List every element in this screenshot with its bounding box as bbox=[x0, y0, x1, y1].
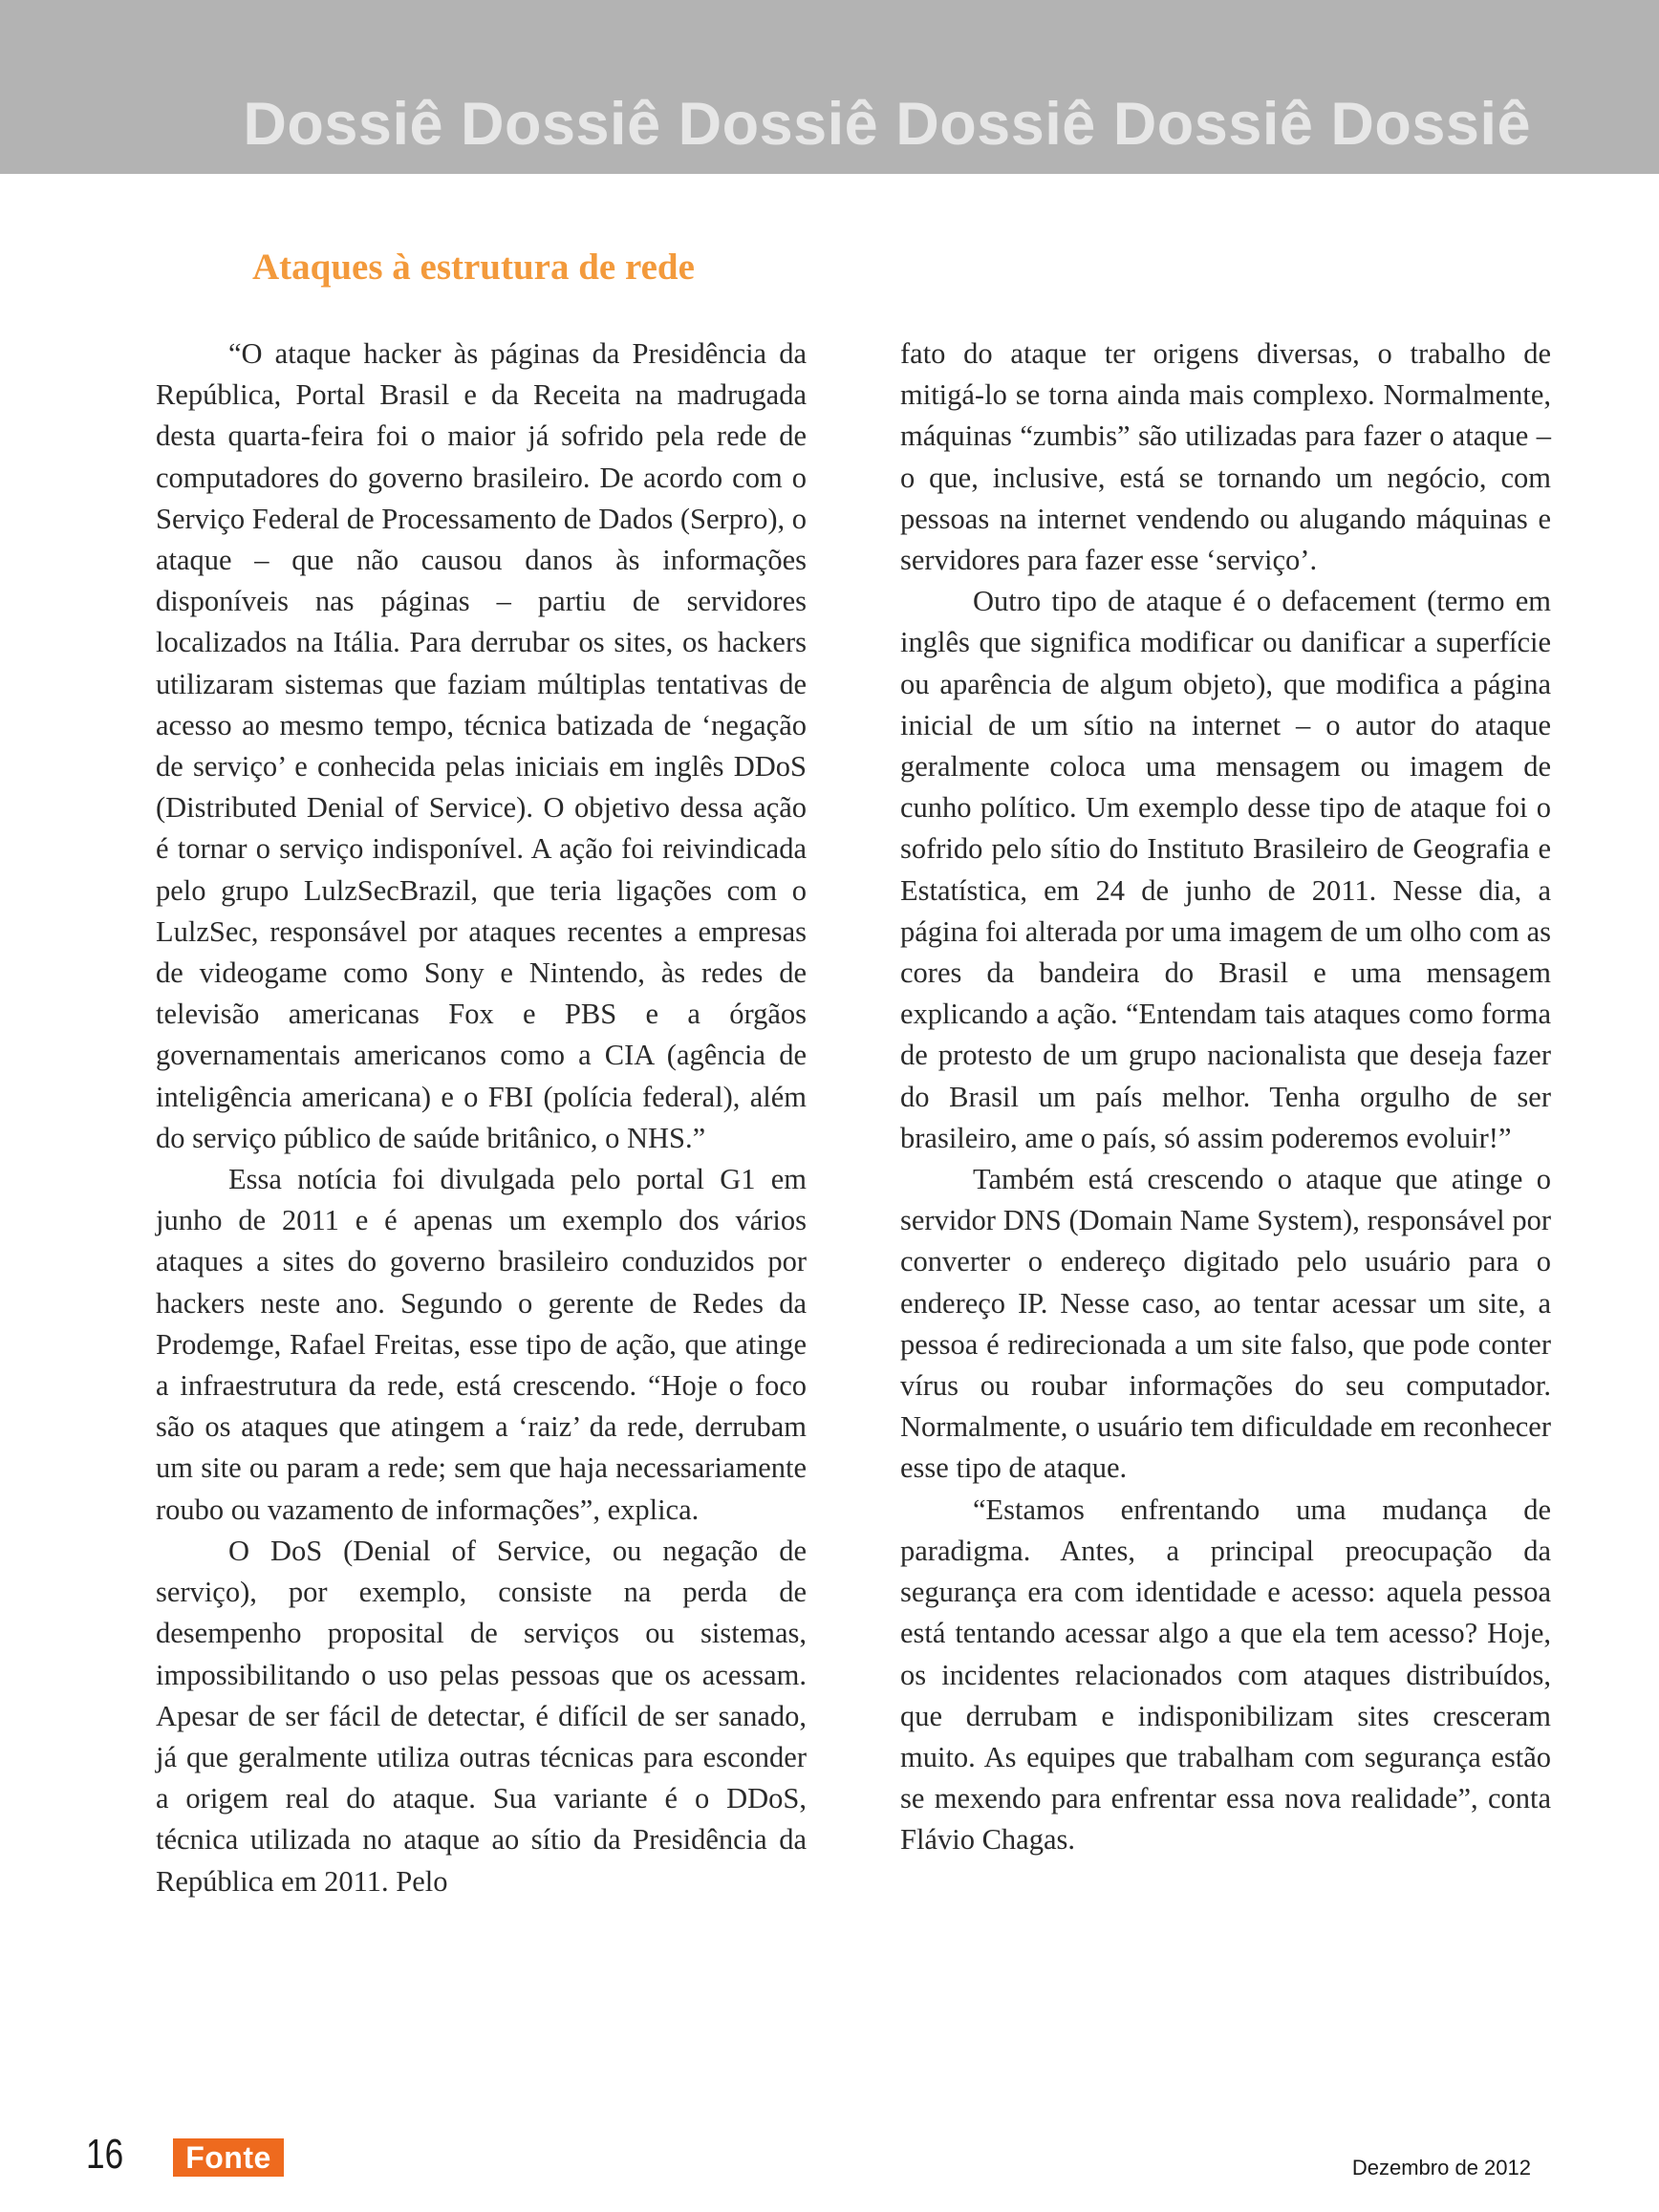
paragraph: O DoS (Denial of Service, ou negação de serviço), por exemplo, consiste na perda de desempenho proposital de serviços ou sistemas, impossibilitando o uso pelas pessoas que os acessam. Apesar de ser fácil de detectar, é difícil de ser sanado, já que geralmente utiliza outras técnicas para esconder a origem real do ataque. Sua variante é o DDoS, técnica utilizada no ataque ao sítio da Presidência da República em 2011. Pelo bbox=[156, 1534, 807, 1898]
logo-text: Fonte bbox=[185, 2140, 271, 2175]
page-number: 16 bbox=[86, 2131, 124, 2178]
right-column bbox=[900, 333, 1551, 1861]
paragraph: Outro tipo de ataque é o defacement (termo em inglês que significa modificar ou danificar a superfície ou aparência de algum objeto), que modifica a página inicial de um sítio na internet – o autor do ataque geralmente coloca uma mensagem ou imagem de cunho político. Um exemplo desse tipo de ataque foi o sofrido pelo sítio do Instituto Brasileiro de Geografia e Estatística, em 24 de junho de 2011. Nesse dia, a página foi alterada por uma imagem de um olho com as cores da bandeira do Brasil e uma mensagem explicando a ação. “Entendam tais ataques como forma de protesto de um grupo nacionalista que deseja fazer do Brasil um país melhor. Tenha orgulho de ser brasileiro, ame o país, só assim poderemos evoluir!” bbox=[900, 585, 1551, 1154]
paragraph: Também está crescendo o ataque que atinge o servidor DNS (Domain Name System), responsável por converter o endereço digitado pelo usuário para o endereço IP. Nesse caso, ao tentar acessar um site, a pessoa é redirecionada a um site falso, que pode conter vírus ou roubar informações do seu computador. Normalmente, o usuário tem dificuldade em reconhecer esse tipo de ataque. bbox=[900, 1163, 1551, 1485]
issue-date: Dezembro de 2012 bbox=[1351, 2156, 1531, 2180]
left-column bbox=[156, 333, 807, 1902]
paragraph-continuation: fato do ataque ter origens diversas, o trabalho de mitigá-lo se torna ainda mais complexo. Normalmente, máquinas “zumbis” são utilizadas para fazer o ataque – o que, inclusive, está se tornando um negócio, com pessoas na internet vendendo ou alugando máquinas e servidores para fazer esse ‘serviço’. bbox=[900, 337, 1551, 577]
paragraph: “Estamos enfrentando uma mudança de paradigma. Antes, a principal preocupação da segurança era com identidade e acesso: aquela pessoa está tentando acessar algo a que ela tem acesso? Hoje, os incidentes relacionados com ataques distribuídos, que derrubam e indisponibilizam sites cresceram muito. As equipes que trabalham com segurança estão se mexendo para enfrentar essa nova realidade”, conta Flávio Chagas. bbox=[900, 1493, 1551, 1857]
paragraph: “O ataque hacker às páginas da Presidência da República, Portal Brasil e da Receita na madrugada desta quarta-feira foi o maior já sofrido pela rede de computadores do governo brasileiro. De acordo com o Serviço Federal de Processamento de Dados (Serpro), o ataque – que não causou danos às informações disponíveis nas páginas – partiu de servidores localizados na Itália. Para derrubar os sites, os hackers utilizaram sistemas que faziam múltiplas tentativas de acesso ao mesmo tempo, técnica batizada de ‘negação de serviço’ e conhecida pelas iniciais em inglês DDoS (Distributed Denial of Service). O objetivo dessa ação é tornar o serviço indisponível. A ação foi reivindicada pelo grupo LulzSecBrazil, que teria ligações com o LulzSec, responsável por ataques recentes a empresas de videogame como Sony e Nintendo, às redes de televisão americanas Fox e PBS e a órgãos governamentais americanos como a CIA (agência de inteligência americana) e o FBI (polícia federal), além do serviço público de saúde britânico, o NHS.” bbox=[156, 337, 807, 1154]
header-band bbox=[0, 0, 1659, 174]
header-title: Dossiê Dossiê Dossiê Dossiê Dossiê Dossiê bbox=[243, 91, 1531, 158]
section-heading: Ataques à estrutura de rede bbox=[252, 247, 695, 288]
paragraph: Essa notícia foi divulgada pelo portal G1 em junho de 2011 e é apenas um exemplo dos vários ataques a sites do governo brasileiro conduzidos por hackers neste ano. Segundo o gerente de Redes da Prodemge, Rafael Freitas, esse tipo de ação, que atinge a infraestrutura da rede, está crescendo. “Hoje o foco são os ataques que atingem a ‘raiz’ da rede, derrubam um site ou param a rede; sem que haja necessariamente roubo ou vazamento de informações”, explica. bbox=[156, 1163, 807, 1526]
fonte-logo bbox=[173, 2138, 284, 2177]
